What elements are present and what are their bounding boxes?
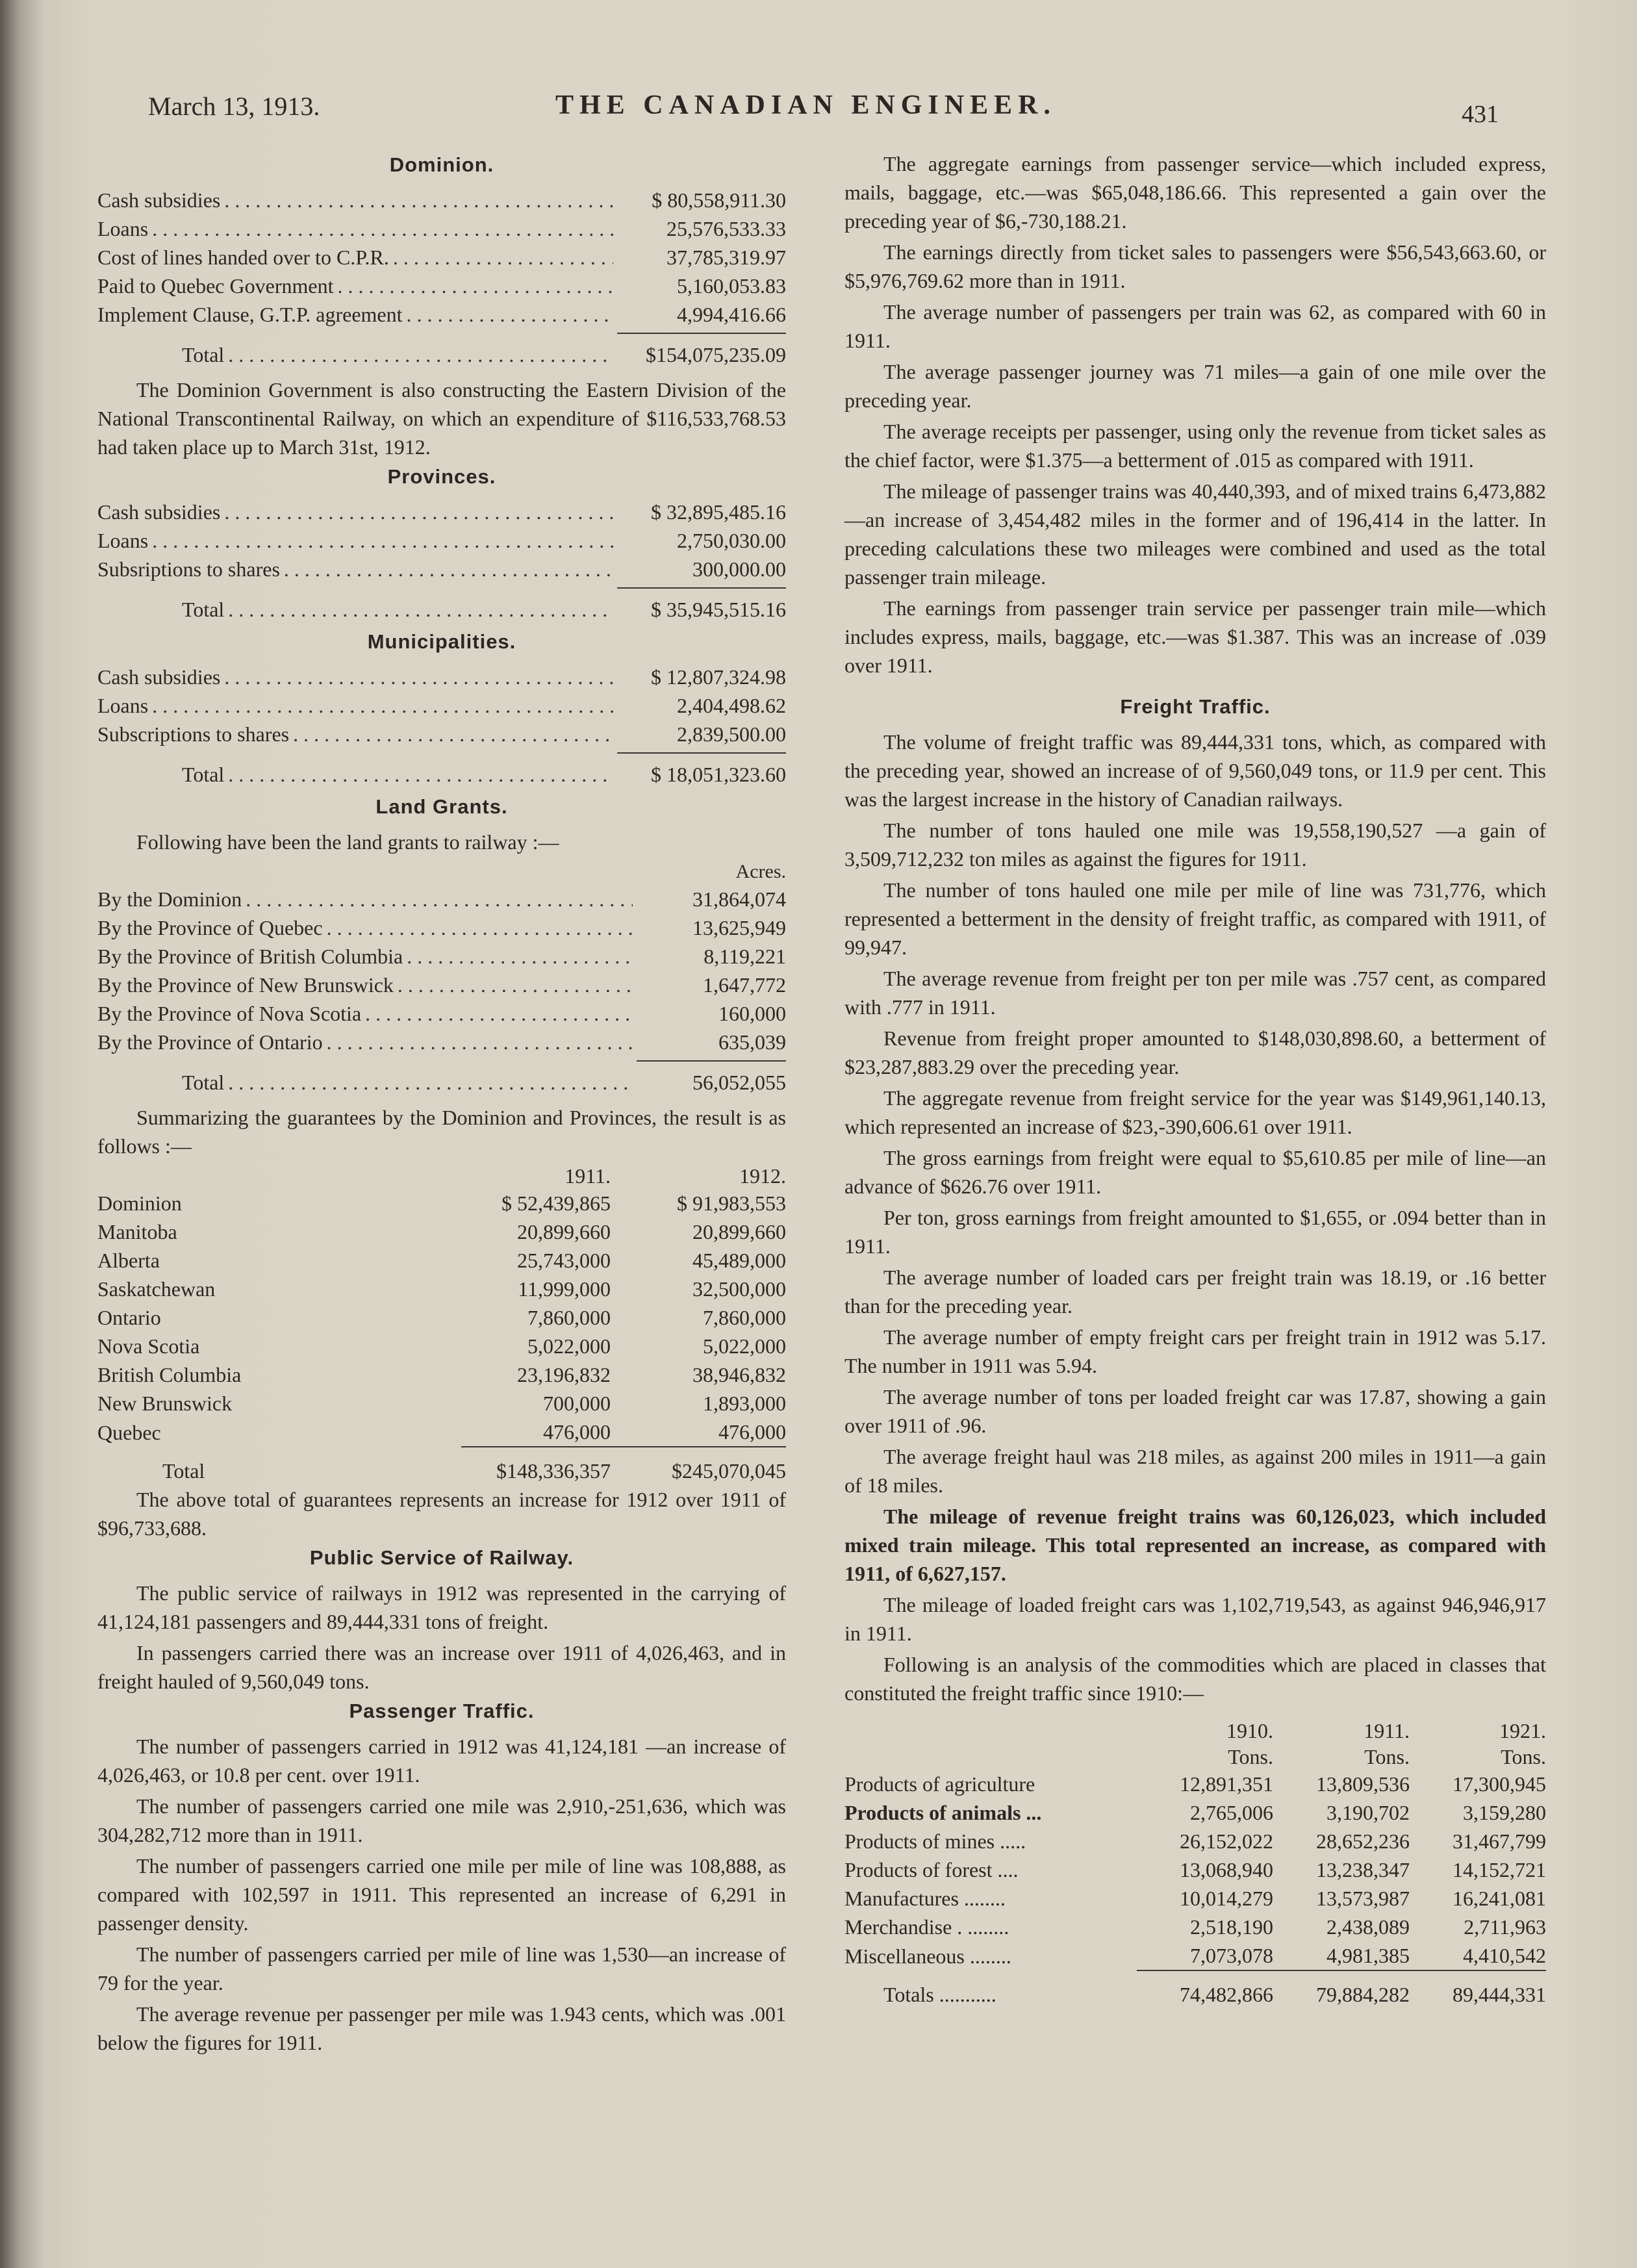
passenger-traffic-heading: Passenger Traffic. — [349, 1700, 535, 1722]
provinces-heading: Provinces. — [387, 465, 496, 488]
paragraph: The average number of empty freight cars per freight train in 1912 was 5.17. The number in 1911 was 5.94. — [844, 1325, 1546, 1377]
paragraph: The average number of tons per loaded freight car was 17.87, showing a gain over 1911 of .96. — [844, 1385, 1546, 1437]
list-row: By the Province of New Brunswick . . . 1,647,772 — [97, 971, 786, 999]
issue-date: March 13, 1913. — [148, 92, 320, 121]
paragraph: The above total of guarantees represents an increase for 1912 over 1911 of $96,733,688. — [97, 1488, 786, 1540]
paragraph: The number of tons hauled one mile was 19,558,190,527 —a gain of 3,509,712,232 ton miles as against the figures for 1911. — [844, 819, 1546, 871]
paragraph: Following have been the land grants to railway :— — [136, 830, 559, 854]
paragraph: The volume of freight traffic was 89,444,331 tons, which, as compared with the preceding year, showed an increase of of 9,560,049 tons, or 11.9 per cent. This was the largest increase in the history of Canadian railways. — [844, 730, 1546, 811]
paragraph: The average number of loaded cars per freight train was 18.19, or .16 better than for the preceding year. — [844, 1266, 1546, 1318]
list-row: By the Province of Nova Scotia . . . 160,000 — [97, 999, 786, 1028]
dominion-list — [97, 186, 786, 369]
list-row: Subsriptions to shares . . . 300,000.00 — [97, 555, 786, 583]
municipalities-list — [97, 663, 786, 789]
total-row: Total . . . $ 18,051,323.60 — [97, 760, 786, 789]
list-row: Subscriptions to shares . . . 2,839,500.00 — [97, 720, 786, 748]
paragraph: Summarizing the guarantees by the Dominion and Provinces, the result is as follows :— — [97, 1106, 786, 1158]
paragraph: The aggregate revenue from freight service for the year was $149,961,140.13, which represented an increase of $23,-390,606.61 over 1911. — [844, 1086, 1546, 1138]
table-row: Products of agriculture 12,891,351 13,809,536 17,300,945 — [844, 1772, 1546, 1796]
total-row: Total . . . 56,052,055 — [97, 1068, 786, 1097]
land-grants-list — [97, 885, 786, 1097]
public-service-heading: Public Service of Railway. — [309, 1546, 574, 1569]
table-row: Manufactures ........ 10,014,279 13,573,987 16,241,081 — [844, 1887, 1546, 1910]
paragraph: Following is an analysis of the commodities which are placed in classes that constituted the freight traffic since 1910:— — [844, 1653, 1546, 1705]
list-row: Cash subsidies . . . $ 32,895,485.16 — [97, 498, 786, 526]
table-row: British Columbia 23,196,832 38,946,832 — [97, 1363, 786, 1386]
paragraph: The public service of railways in 1912 was represented in the carrying of 41,124,181 passengers and 89,444,331 tons of freight. — [97, 1581, 786, 1633]
divider — [617, 333, 786, 334]
list-row: Cost of lines handed over to C.P.R. . . . 37,785,319.97 — [97, 243, 786, 272]
divider — [637, 1060, 786, 1062]
table-row: Saskatchewan 11,999,000 32,500,000 — [97, 1277, 786, 1301]
paragraph: The average revenue per passenger per mile was 1.943 cents, which was .001 below the figures for 1911. — [97, 2002, 786, 2054]
list-row: Cash subsidies . . . $ 12,807,324.98 — [97, 663, 786, 691]
paragraph: The number of passengers carried one mile was 2,910,-251,636, which was 304,282,712 more than in 1911. — [97, 1794, 786, 1846]
paragraph: Revenue from freight proper amounted to $148,030,898.60, a betterment of $23,287,883.29 over the preceding year. — [844, 1026, 1546, 1078]
dominion-heading: Dominion. — [389, 153, 494, 176]
paragraph: The average revenue from freight per ton per mile was .757 cent, as compared with .777 in 1911. — [844, 967, 1546, 1019]
municipalities-heading: Municipalities. — [367, 630, 516, 653]
table-row: Nova Scotia 5,022,000 5,022,000 — [97, 1334, 786, 1358]
table-row: Products of forest .... 13,068,940 13,238,347 14,152,721 — [844, 1858, 1546, 1881]
list-row: Loans . . . 2,750,030.00 — [97, 526, 786, 555]
table-row: Products of animals ... 2,765,006 3,190,702 3,159,280 — [844, 1801, 1546, 1824]
list-row: Paid to Quebec Government . . . 5,160,053.83 — [97, 272, 786, 300]
divider — [617, 752, 786, 754]
land-grants-heading: Land Grants. — [375, 795, 508, 818]
list-row: Cash subsidies . . . $ 80,558,911.30 — [97, 186, 786, 214]
commodities-table — [844, 1718, 1546, 2009]
paragraph: The average passenger journey was 71 miles—a gain of one mile over the preceding year. — [844, 360, 1546, 412]
paragraph: The gross earnings from freight were equal to $5,610.85 per mile of line—an advance of $626.76 over 1911. — [844, 1146, 1546, 1198]
table-row: Merchandise . ........ 2,518,190 2,438,089 2,711,963 — [844, 1915, 1546, 1939]
guarantees-table — [97, 1163, 786, 1485]
paragraph: The average number of passengers per train was 62, as compared with 60 in 1911. — [844, 300, 1546, 352]
table-header-row: 1911. 1912. — [565, 1164, 786, 1188]
paragraph: The earnings directly from ticket sales to passengers were $56,543,663.60, or $5,976,769.62 more than in 1911. — [844, 240, 1546, 292]
provinces-list — [97, 498, 786, 624]
freight-traffic-heading: Freight Traffic. — [1120, 695, 1271, 718]
table-row: New Brunswick 700,000 1,893,000 — [97, 1392, 786, 1415]
list-row: Implement Clause, G.T.P. agreement . . . 4,994,416.66 — [97, 300, 786, 329]
table-row: Products of mines ..... 26,152,022 28,652,236 31,467,799 — [844, 1829, 1546, 1853]
list-row: By the Province of Quebec . . . 13,625,949 — [97, 913, 786, 942]
total-row: Total $148,336,357 $245,070,045 — [97, 1447, 786, 1485]
paragraph: The Dominion Government is also constructing the Eastern Division of the National Transcontinental Railway, on which an expenditure of $116,533,768.53 had taken place up to March 31st, 1912. — [97, 378, 786, 459]
table-row: Manitoba 20,899,660 20,899,660 — [97, 1220, 786, 1243]
acres-header: Acres. — [735, 861, 786, 882]
divider — [617, 587, 786, 589]
paragraph: The number of passengers carried per mile of line was 1,530—an increase of 79 for the year. — [97, 1943, 786, 1994]
table-row: Quebec 476,000 476,000 — [97, 1420, 786, 1444]
paragraph: Per ton, gross earnings from freight amounted to $1,655, or .094 better than in 1911. — [844, 1206, 1546, 1258]
total-row: Total . . . $ 35,945,515.16 — [97, 595, 786, 624]
paragraph: The number of tons hauled one mile per mile of line was 731,776, which represented a betterment in the density of freight traffic, as compared with 1911, of 99,947. — [844, 878, 1546, 959]
right-column — [844, 149, 1546, 2009]
paragraph: The number of passengers carried in 1912 was 41,124,181 —an increase of 4,026,463, or 10.8 per cent. over 1911. — [97, 1735, 786, 1787]
total-row: Totals ........... 74,482,866 79,884,282 89,444,331 — [844, 1970, 1546, 2009]
paragraph: The mileage of revenue freight trains was 60,126,023, which included mixed train mileage. This total represented an increase, as compared with 1911, of 6,627,157. — [844, 1505, 1546, 1585]
paragraph: The aggregate earnings from passenger service—which included express, mails, baggage, etc.—was $65,048,186.66. This represented a gain over the preceding year of $6,-730,188.21. — [844, 152, 1546, 233]
table-row: Alberta 25,743,000 45,489,000 — [97, 1249, 786, 1272]
table-unit-row: Tons. Tons. Tons. — [1228, 1745, 1546, 1768]
paragraph: The average freight haul was 218 miles, as against 200 miles in 1911—a gain of 18 miles. — [844, 1445, 1546, 1497]
paragraph: The average receipts per passenger, using only the revenue from ticket sales as the chief factor, were $1.375—a betterment of .015 as compared with 1911. — [844, 420, 1546, 472]
list-row: By the Dominion . . . 31,864,074 — [97, 885, 786, 913]
paragraph: The number of passengers carried one mile per mile of line was 108,888, as compared with 102,597 in 1911. This represented an increase of 6,291 in passenger density. — [97, 1854, 786, 1935]
list-row: Loans . . . 25,576,533.33 — [97, 214, 786, 243]
list-row: Loans . . . 2,404,498.62 — [97, 691, 786, 720]
running-header — [0, 83, 1637, 129]
table-row: Ontario 7,860,000 7,860,000 — [97, 1306, 786, 1329]
list-row: By the Province of Ontario . . . 635,039 — [97, 1028, 786, 1056]
left-column — [97, 149, 786, 2059]
paragraph: The mileage of passenger trains was 40,440,393, and of mixed trains 6,473,882—an increase of 3,454,482 miles in the former and of 196,414 in the latter. In preceding calculations these two mileages were combined and used as the total passenger train mileage. — [844, 479, 1546, 589]
total-row: Total . . . $154,075,235.09 — [97, 340, 786, 369]
paragraph: In passengers carried there was an increase over 1911 of 4,026,463, and in freight hauled of 9,560,049 tons. — [97, 1641, 786, 1693]
journal-title: THE CANADIAN ENGINEER. — [555, 90, 1056, 120]
paragraph: The mileage of loaded freight cars was 1,102,719,543, as against 946,946,917 in 1911. — [844, 1593, 1546, 1645]
list-row: By the Province of British Columbia . . . 8,119,221 — [97, 942, 786, 971]
page-number: 431 — [1462, 101, 1499, 128]
paragraph: The earnings from passenger train service per passenger train mile—which includes express, mails, baggage, etc.—was $1.387. This was an increase of .039 over 1911. — [844, 596, 1546, 677]
table-row: Miscellaneous ........ 7,073,078 4,981,385 4,410,542 — [844, 1944, 1546, 1968]
table-row: Dominion $ 52,439,865 $ 91,983,553 — [97, 1191, 786, 1215]
table-header-row: 1910. 1911. 1921. — [1226, 1719, 1546, 1742]
